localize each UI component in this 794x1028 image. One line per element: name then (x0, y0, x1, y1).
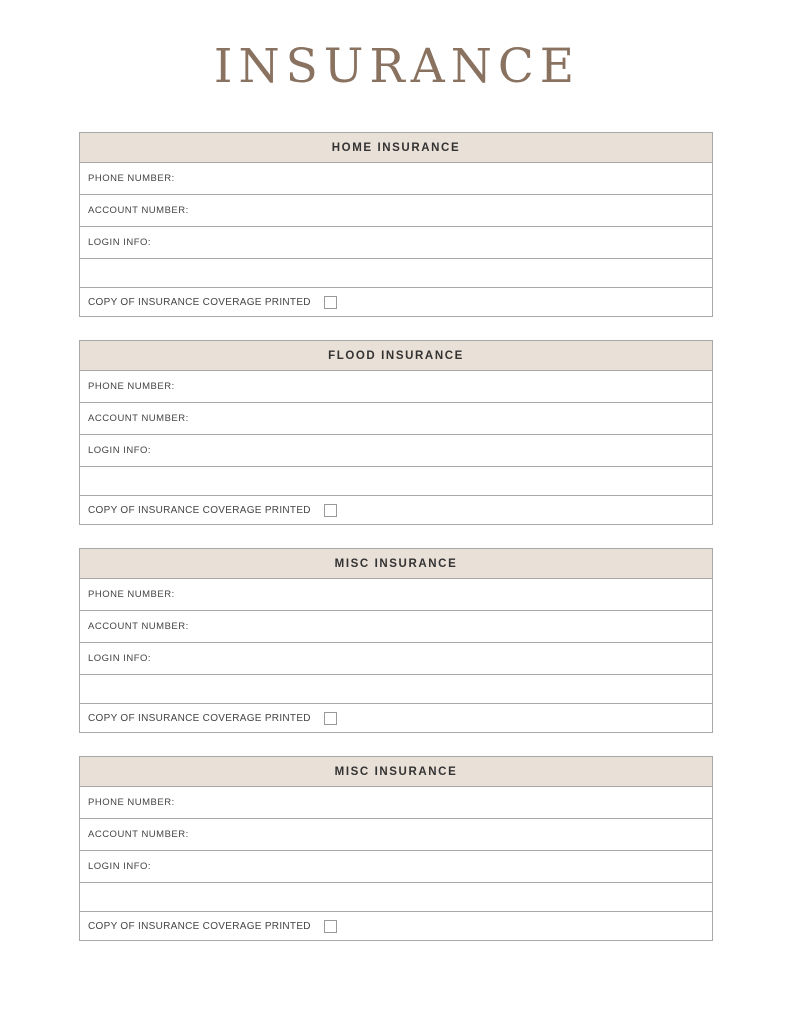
account-number-field[interactable] (80, 611, 712, 643)
copy-printed-checkbox[interactable] (324, 920, 337, 933)
section-heading: FLOOD INSURANCE (80, 341, 712, 371)
login-info-field[interactable] (80, 435, 712, 467)
copy-printed-label: COPY OF INSURANCE COVERAGE PRINTED (88, 296, 311, 308)
phone-number-field[interactable] (80, 787, 712, 819)
phone-number-field[interactable] (80, 579, 712, 611)
account-number-label: ACCOUNT NUMBER: (88, 621, 189, 632)
copy-printed-checkbox[interactable] (324, 504, 337, 517)
section-heading: HOME INSURANCE (80, 133, 712, 163)
copy-printed-row (80, 496, 712, 524)
flood-insurance-section (79, 340, 713, 525)
login-info-field[interactable] (80, 227, 712, 259)
copy-printed-row (80, 912, 712, 940)
copy-printed-row (80, 288, 712, 316)
login-info-label: LOGIN INFO: (88, 653, 152, 664)
blank-field[interactable] (80, 883, 712, 912)
login-info-label: LOGIN INFO: (88, 861, 152, 872)
account-number-field[interactable] (80, 819, 712, 851)
copy-printed-checkbox[interactable] (324, 296, 337, 309)
blank-field[interactable] (80, 259, 712, 288)
copy-printed-label: COPY OF INSURANCE COVERAGE PRINTED (88, 712, 311, 724)
account-number-label: ACCOUNT NUMBER: (88, 205, 189, 216)
copy-printed-checkbox[interactable] (324, 712, 337, 725)
copy-printed-label: COPY OF INSURANCE COVERAGE PRINTED (88, 920, 311, 932)
account-number-label: ACCOUNT NUMBER: (88, 829, 189, 840)
misc-insurance-section-1 (79, 548, 713, 733)
misc-insurance-section-2 (79, 756, 713, 941)
account-number-label: ACCOUNT NUMBER: (88, 413, 189, 424)
login-info-label: LOGIN INFO: (88, 237, 152, 248)
section-heading: MISC INSURANCE (80, 549, 712, 579)
blank-field[interactable] (80, 467, 712, 496)
login-info-field[interactable] (80, 643, 712, 675)
phone-number-field[interactable] (80, 371, 712, 403)
phone-number-label: PHONE NUMBER: (88, 381, 175, 392)
account-number-field[interactable] (80, 195, 712, 227)
login-info-field[interactable] (80, 851, 712, 883)
account-number-field[interactable] (80, 403, 712, 435)
phone-number-label: PHONE NUMBER: (88, 797, 175, 808)
phone-number-field[interactable] (80, 163, 712, 195)
section-heading: MISC INSURANCE (80, 757, 712, 787)
copy-printed-label: COPY OF INSURANCE COVERAGE PRINTED (88, 504, 311, 516)
phone-number-label: PHONE NUMBER: (88, 589, 175, 600)
login-info-label: LOGIN INFO: (88, 445, 152, 456)
blank-field[interactable] (80, 675, 712, 704)
phone-number-label: PHONE NUMBER: (88, 173, 175, 184)
home-insurance-section (79, 132, 713, 317)
copy-printed-row (80, 704, 712, 732)
page-title: INSURANCE (213, 39, 581, 94)
